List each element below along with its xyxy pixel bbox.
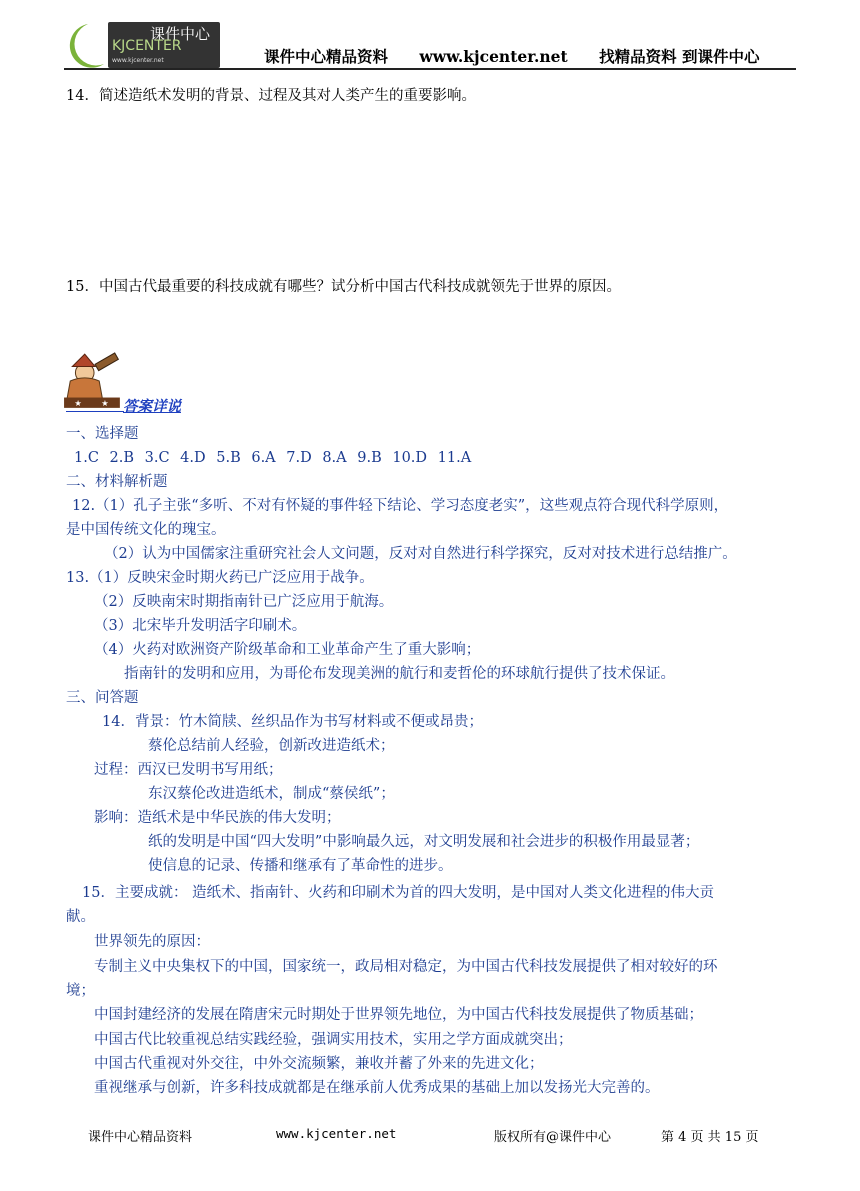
answer-14-impact-1: 影响：造纸术是中华民族的伟大发明； [94, 810, 341, 826]
question-14: 14．简述造纸术发明的背景、过程及其对人类产生的重要影响。 [66, 88, 476, 104]
answer-title-rule [66, 411, 124, 412]
logo-chinese-text: 课件中心 [150, 25, 211, 43]
answer-14-process-1: 过程：西汉已发明书写用纸； [94, 762, 283, 778]
section-material-heading: 二、材料解析题 [66, 474, 168, 490]
answer-13-4-line2: 指南针的发明和应用，为哥伦布发现美洲的航行和麦哲伦的环球航行提供了技术保证。 [124, 666, 675, 682]
footer-page-number: 第 4 页 共 15 页 [661, 1130, 759, 1145]
answer-14-impact-3: 使信息的记录、传播和继承有了革命性的进步。 [148, 858, 453, 874]
answer-15-achievements-line1: 15．主要成就： 造纸术、指南针、火药和印刷术为首的四大发明，是中国对人类文化进程的伟大贡 [82, 885, 715, 901]
choice-answers: 1.C 2.B 3.C 4.D 5.B 6.A 7.D 8.A 9.B 10.D 11.A [74, 450, 472, 466]
answer-12-1-line1: 12.（1）孔子主张“多听、不对有怀疑的事件轻下结论、学习态度老实”，这些观点符合现代科学原则， [72, 498, 729, 514]
answer-14-process-2: 东汉蔡伦改进造纸术，制成“蔡侯纸”； [148, 786, 395, 802]
answer-12-1-line2: 是中国传统文化的瑰宝。 [66, 522, 226, 538]
footer-brand: 课件中心精品资料 [88, 1130, 193, 1145]
astronomer-icon [62, 350, 124, 412]
answer-section-title: 答案详说 [123, 398, 181, 415]
answer-15-reasons-heading: 世界领先的原因： [94, 934, 210, 950]
answer-15-reason-1-line2: 境； [66, 983, 95, 999]
svg-text:★: ★ [74, 397, 82, 408]
answer-15-reason-5: 重视继承与创新，许多科技成就都是在继承前人优秀成果的基础上加以发扬光大完善的。 [94, 1080, 660, 1096]
answer-15-achievements-line2: 献。 [66, 909, 95, 925]
section-choice-heading: 一、选择题 [66, 426, 139, 442]
question-15: 15．中国古代最重要的科技成就有哪些？试分析中国古代科技成就领先于世界的原因。 [66, 279, 621, 295]
answer-14-background-2: 蔡伦总结前人经验，创新改进造纸术； [148, 738, 395, 754]
logo-english-text: KJCENTER [112, 38, 182, 54]
answer-13-1: 13.（1）反映宋金时期火药已广泛应用于战争。 [66, 570, 374, 586]
header-item-brand: 课件中心精品资料 [264, 47, 389, 66]
footer-url: www.kjcenter.net [276, 1126, 397, 1141]
header-item-slogan: 找精品资料 到课件中心 [599, 47, 760, 66]
answer-15-reason-4: 中国古代重视对外交往，中外交流频繁，兼收并蓄了外来的先进文化； [94, 1056, 544, 1072]
section-qa-heading: 三、问答题 [66, 690, 139, 706]
answer-13-4-line1: （4）火药对欧洲资产阶级革命和工业革命产生了重大影响； [94, 642, 481, 658]
svg-text:★: ★ [101, 397, 109, 408]
header-item-url: www.kjcenter.net [419, 47, 568, 66]
logo-url-text: www.kjcenter.net [112, 57, 164, 64]
answer-14-impact-2: 纸的发明是中国“四大发明”中影响最久远，对文明发展和社会进步的积极作用最显著； [148, 834, 700, 850]
answer-15-reason-2: 中国封建经济的发展在隋唐宋元时期处于世界领先地位，为中国古代科技发展提供了物质基础； [94, 1007, 703, 1023]
answer-14-background-1: 14．背景：竹木简牍、丝织品作为书写材料或不便或昂贵； [102, 714, 483, 730]
answer-15-reason-1-line1: 专制主义中央集权下的中国，国家统一，政局相对稳定，为中国古代科技发展提供了相对较好的环 [94, 959, 718, 975]
footer-copyright: 版权所有@课件中心 [494, 1130, 612, 1145]
answer-15-reason-3: 中国古代比较重视总结实践经验，强调实用技术，实用之学方面成就突出； [94, 1032, 573, 1048]
header-text [264, 45, 759, 67]
header-rule [64, 68, 796, 70]
answer-12-2: （2）认为中国儒家注重研究社会人文问题，反对对自然进行科学探究，反对对技术进行总结推广。 [104, 546, 737, 562]
answer-13-3: （3）北宋毕升发明活字印刷术。 [94, 618, 307, 634]
answer-13-2: （2）反映南宋时期指南针已广泛应用于航海。 [94, 594, 394, 610]
